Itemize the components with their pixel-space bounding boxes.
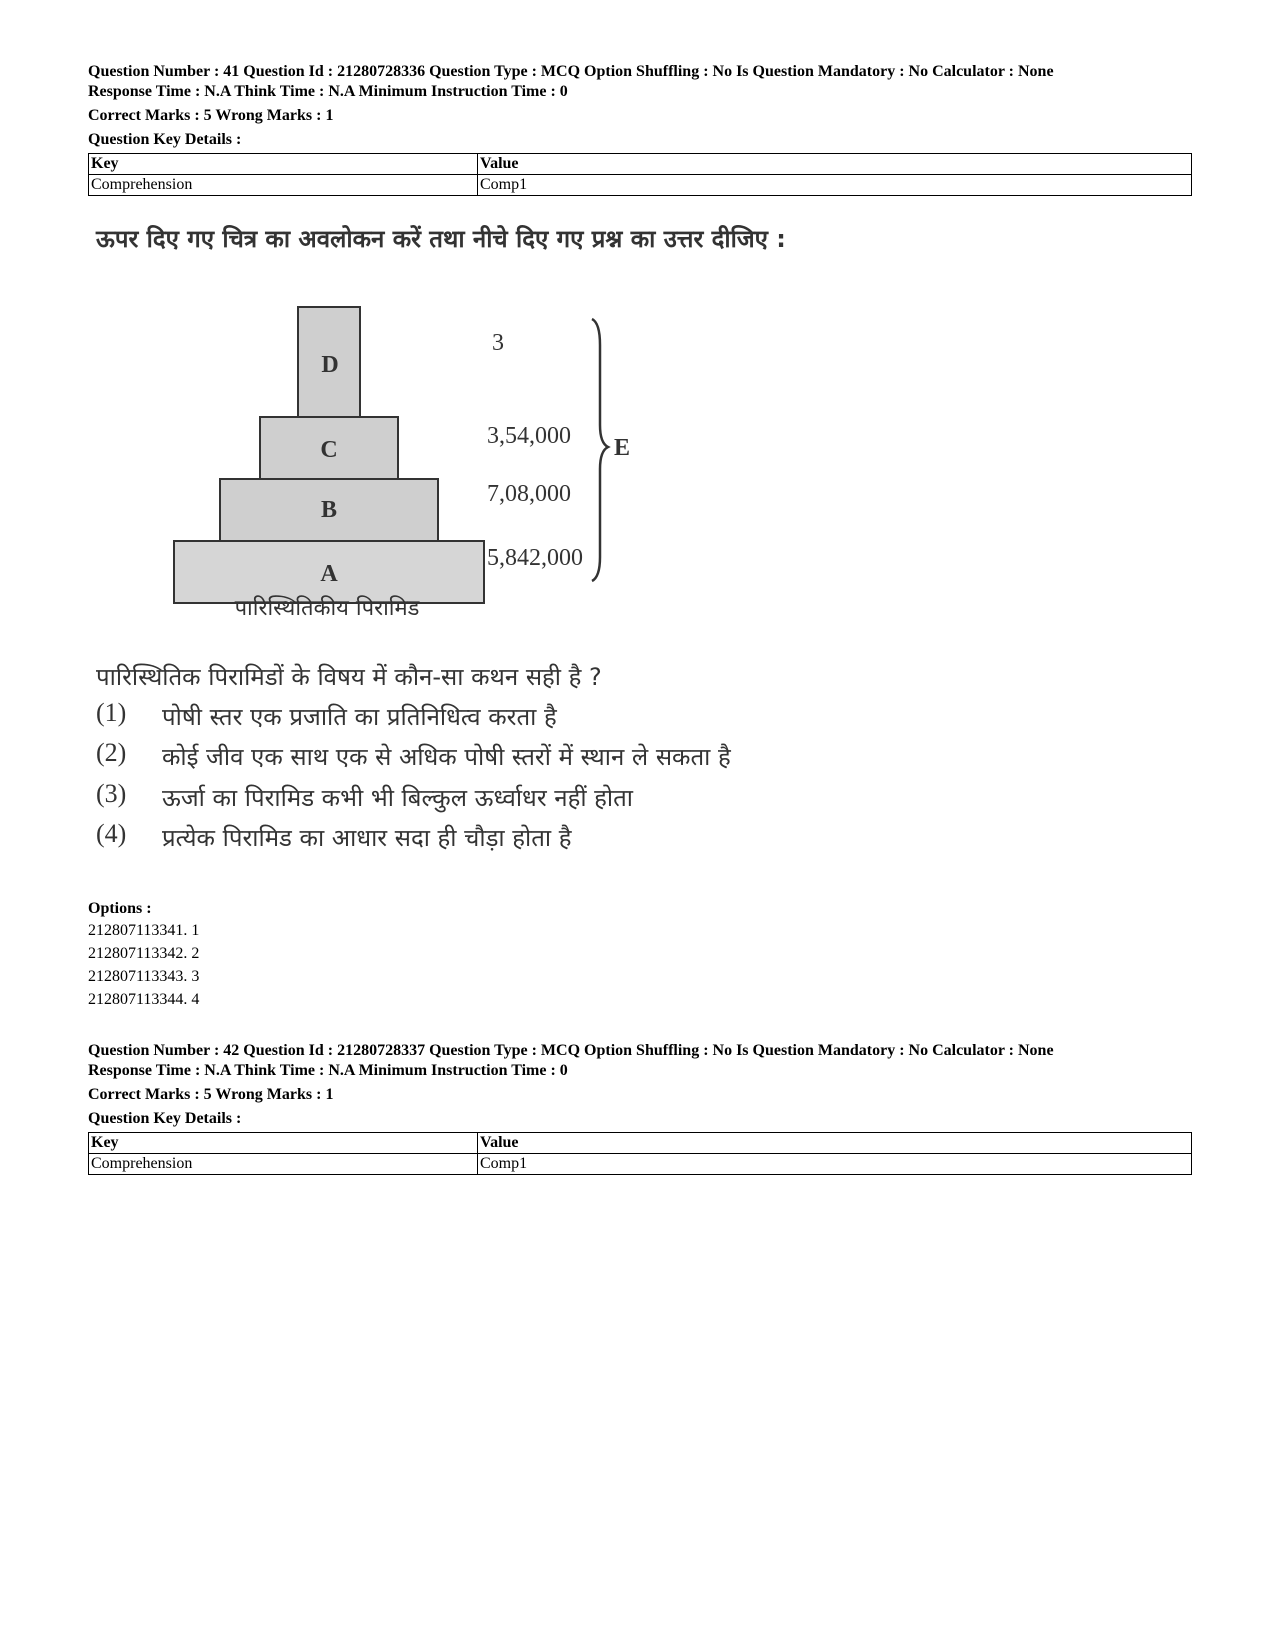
pyramid-caption: पारिस्थितिकीय पिरामिड [234, 596, 420, 621]
question-42-header [88, 1041, 1198, 1175]
choice-number: (2) [96, 738, 127, 767]
ecological-pyramid-figure [150, 295, 850, 635]
question-key-details-title: Question Key Details : [88, 1110, 242, 1127]
table-header-value: Value [478, 154, 1192, 175]
table-header-row [89, 154, 1192, 175]
pyramid-label-b: B [320, 497, 338, 523]
pyramid-value-b: 7,08,000 [487, 481, 571, 507]
choice-number: (3) [96, 779, 127, 808]
question-timing-line: Response Time : N.A Think Time : N.A Minimum Instruction Time : 0 [88, 1062, 568, 1079]
option-item[interactable]: 212807113344. 4 [88, 991, 200, 1008]
option-item[interactable]: 212807113341. 1 [88, 922, 200, 939]
key-value-table [88, 153, 1192, 196]
question-41-header [88, 62, 1198, 196]
options-title: Options : [88, 900, 152, 917]
table-cell-value: Comp1 [478, 175, 1192, 196]
brace-label-e: E [614, 435, 631, 461]
choice-number: (1) [96, 698, 127, 727]
question-meta-line: Question Number : 41 Question Id : 21280728336 Question Type : MCQ Option Shuffling : No Is Question Mandatory : No Calculator : None [88, 63, 1054, 80]
question-key-details-title: Question Key Details : [88, 131, 242, 148]
key-value-table [88, 1132, 1192, 1175]
choice-text: ऊर्जा का पिरामिड कभी भी बिल्कुल ऊर्ध्वाधर नहीं होता [162, 784, 634, 812]
table-cell-value: Comp1 [478, 1154, 1192, 1175]
pyramid-value-c: 3,54,000 [487, 423, 571, 449]
pyramid-label-d: D [321, 352, 339, 378]
question-timing-line: Response Time : N.A Think Time : N.A Minimum Instruction Time : 0 [88, 83, 568, 100]
question-marks: Correct Marks : 5 Wrong Marks : 1 [88, 107, 334, 124]
question-marks: Correct Marks : 5 Wrong Marks : 1 [88, 1086, 334, 1103]
choice-text: प्रत्येक पिरामिड का आधार सदा ही चौड़ा होता है [162, 824, 572, 852]
table-header-row [89, 1133, 1192, 1154]
brace [592, 319, 608, 581]
pyramid-value-d: 3 [492, 330, 504, 356]
table-header-key: Key [89, 1133, 478, 1154]
table-cell-key: Comprehension [89, 175, 478, 196]
option-item[interactable]: 212807113343. 3 [88, 968, 200, 985]
table-header-value: Value [478, 1133, 1192, 1154]
table-cell-key: Comprehension [89, 1154, 478, 1175]
question-text: पारिस्थितिक पिरामिडों के विषय में कौन-सा कथन सही है ? [96, 663, 602, 691]
choice-text: पोषी स्तर एक प्रजाति का प्रतिनिधित्व करता है [162, 703, 557, 731]
table-row [89, 175, 1192, 196]
choice-text: कोई जीव एक साथ एक से अधिक पोषी स्तरों में स्थान ले सकता है [162, 743, 731, 771]
choice-number: (4) [96, 819, 127, 848]
pyramid-value-a: 5,842,000 [487, 545, 583, 571]
comprehension-instruction: ऊपर दिए गए चित्र का अवलोकन करें तथा नीचे दिए गए प्रश्न का उत्तर दीजिए : [96, 225, 786, 253]
table-row [89, 1154, 1192, 1175]
pyramid-label-a: A [320, 561, 338, 587]
table-header-key: Key [89, 154, 478, 175]
question-meta-line: Question Number : 42 Question Id : 21280728337 Question Type : MCQ Option Shuffling : No Is Question Mandatory : No Calculator : None [88, 1042, 1054, 1059]
pyramid-label-c: C [320, 437, 338, 463]
option-item[interactable]: 212807113342. 2 [88, 945, 200, 962]
